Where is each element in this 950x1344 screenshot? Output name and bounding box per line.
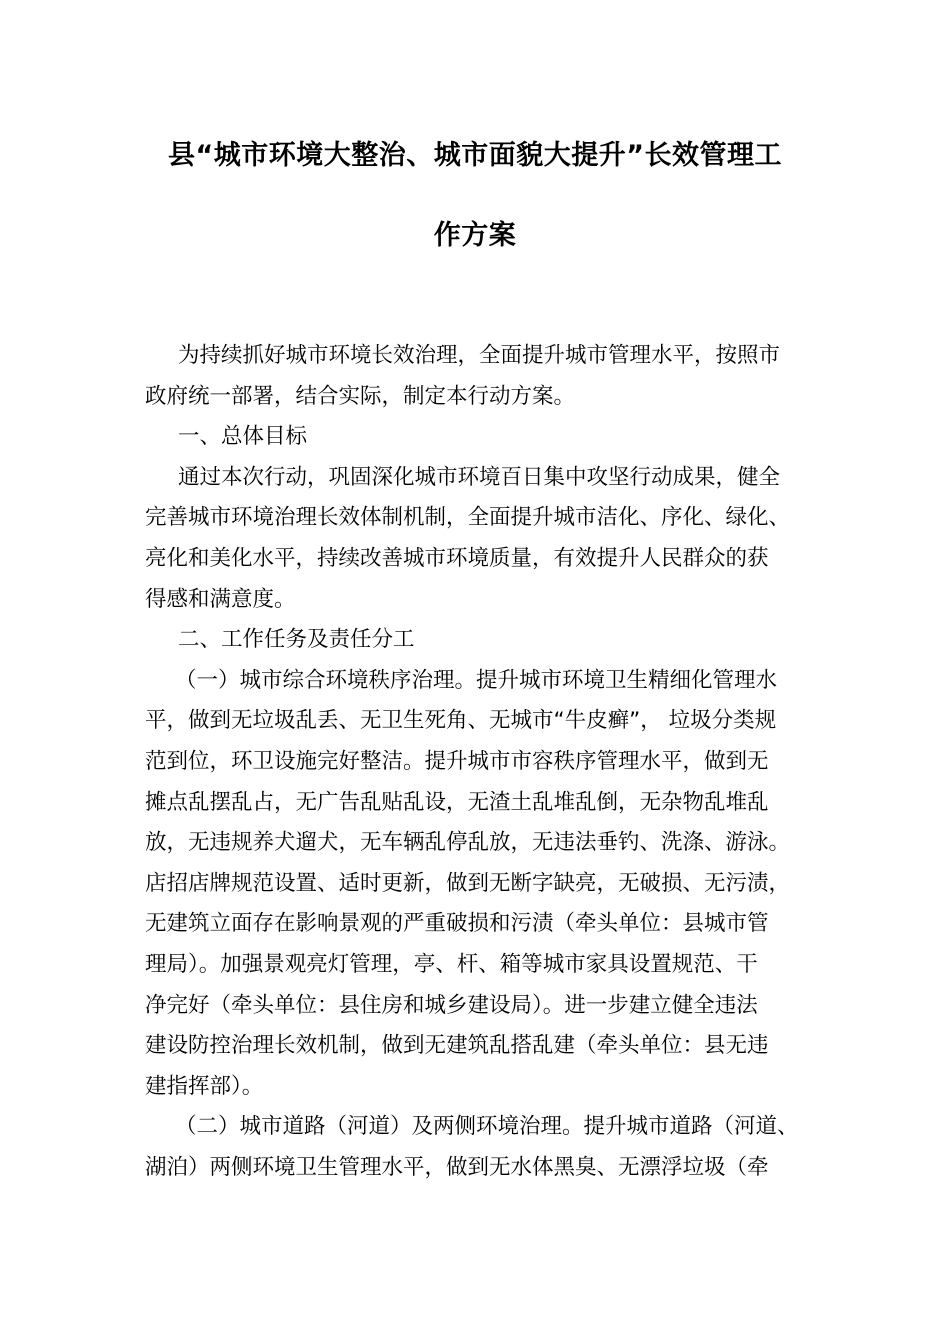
paragraph-line: （二）城市道路（河道）及两侧环境治理。提升城市道路（河道、 <box>175 1114 799 1140</box>
paragraph-line: 无建筑立面存在影响景观的严重破损和污渍（牵头单位：县城市管 <box>145 911 769 937</box>
paragraph-line: 完善城市环境治理长效体制机制，全面提升城市洁化、序化、绿化、 <box>145 505 791 531</box>
paragraph-line: 建设防控治理长效机制，做到无建筑乱搭乱建（牵头单位：县无违 <box>145 1033 769 1059</box>
paragraph-line: 亮化和美化水平，持续改善城市环境质量，有效提升人民群众的获 <box>145 545 769 571</box>
paragraph-line: 店招店牌规范设置、适时更新，做到无断字缺亮，无破损、无污渍， <box>145 870 791 896</box>
document-title-line-1: 县“城市环境大整治、城市面貌大提升”长效管理工 <box>168 140 782 171</box>
section-heading: 二、工作任务及责任分工 <box>178 627 415 653</box>
paragraph-line: 摊点乱摆乱占，无广告乱贴乱设，无渣土乱堆乱倒，无杂物乱堆乱 <box>145 789 769 815</box>
section-heading: 一、总体目标 <box>178 424 308 450</box>
paragraph-line: 平，做到无垃圾乱丢、无卫生死角、无城市“牛皮癣”， 垃圾分类规 <box>145 708 777 734</box>
paragraph-line: 建指挥部）。 <box>145 1073 264 1099</box>
paragraph-line: 净完好（牵头单位：县住房和城乡建设局）。进一步建立健全违法 <box>145 992 758 1018</box>
paragraph-line: 为持续抓好城市环境长效治理，全面提升城市管理水平，按照市 <box>178 343 781 368</box>
paragraph-line: 范到位，环卫设施完好整洁。提升城市市容秩序管理水平，做到无 <box>145 748 769 774</box>
paragraph-line: 得感和满意度。 <box>145 586 296 612</box>
document-title-line-2: 作方案 <box>433 220 517 251</box>
document-body <box>145 336 825 1188</box>
paragraph-line: 通过本次行动，巩固深化城市环境百日集中攻坚行动成果，健全 <box>178 464 781 490</box>
paragraph-line: 政府统一部署，结合实际，制定本行动方案。 <box>145 383 576 409</box>
paragraph-line: 放，无违规养犬遛犬，无车辆乱停乱放，无违法垂钓、洗涤、游泳。 <box>145 830 791 856</box>
paragraph-line: （一）城市综合环境秩序治理。提升城市环境卫生精细化管理水 <box>175 667 778 693</box>
paragraph-line: 湖泊）两侧环境卫生管理水平，做到无水体黑臭、无漂浮垃圾（牵 <box>145 1154 769 1180</box>
paragraph-line: 理局）。加强景观亮灯管理，亭、杆、箱等城市家具设置规范、干 <box>145 951 758 977</box>
